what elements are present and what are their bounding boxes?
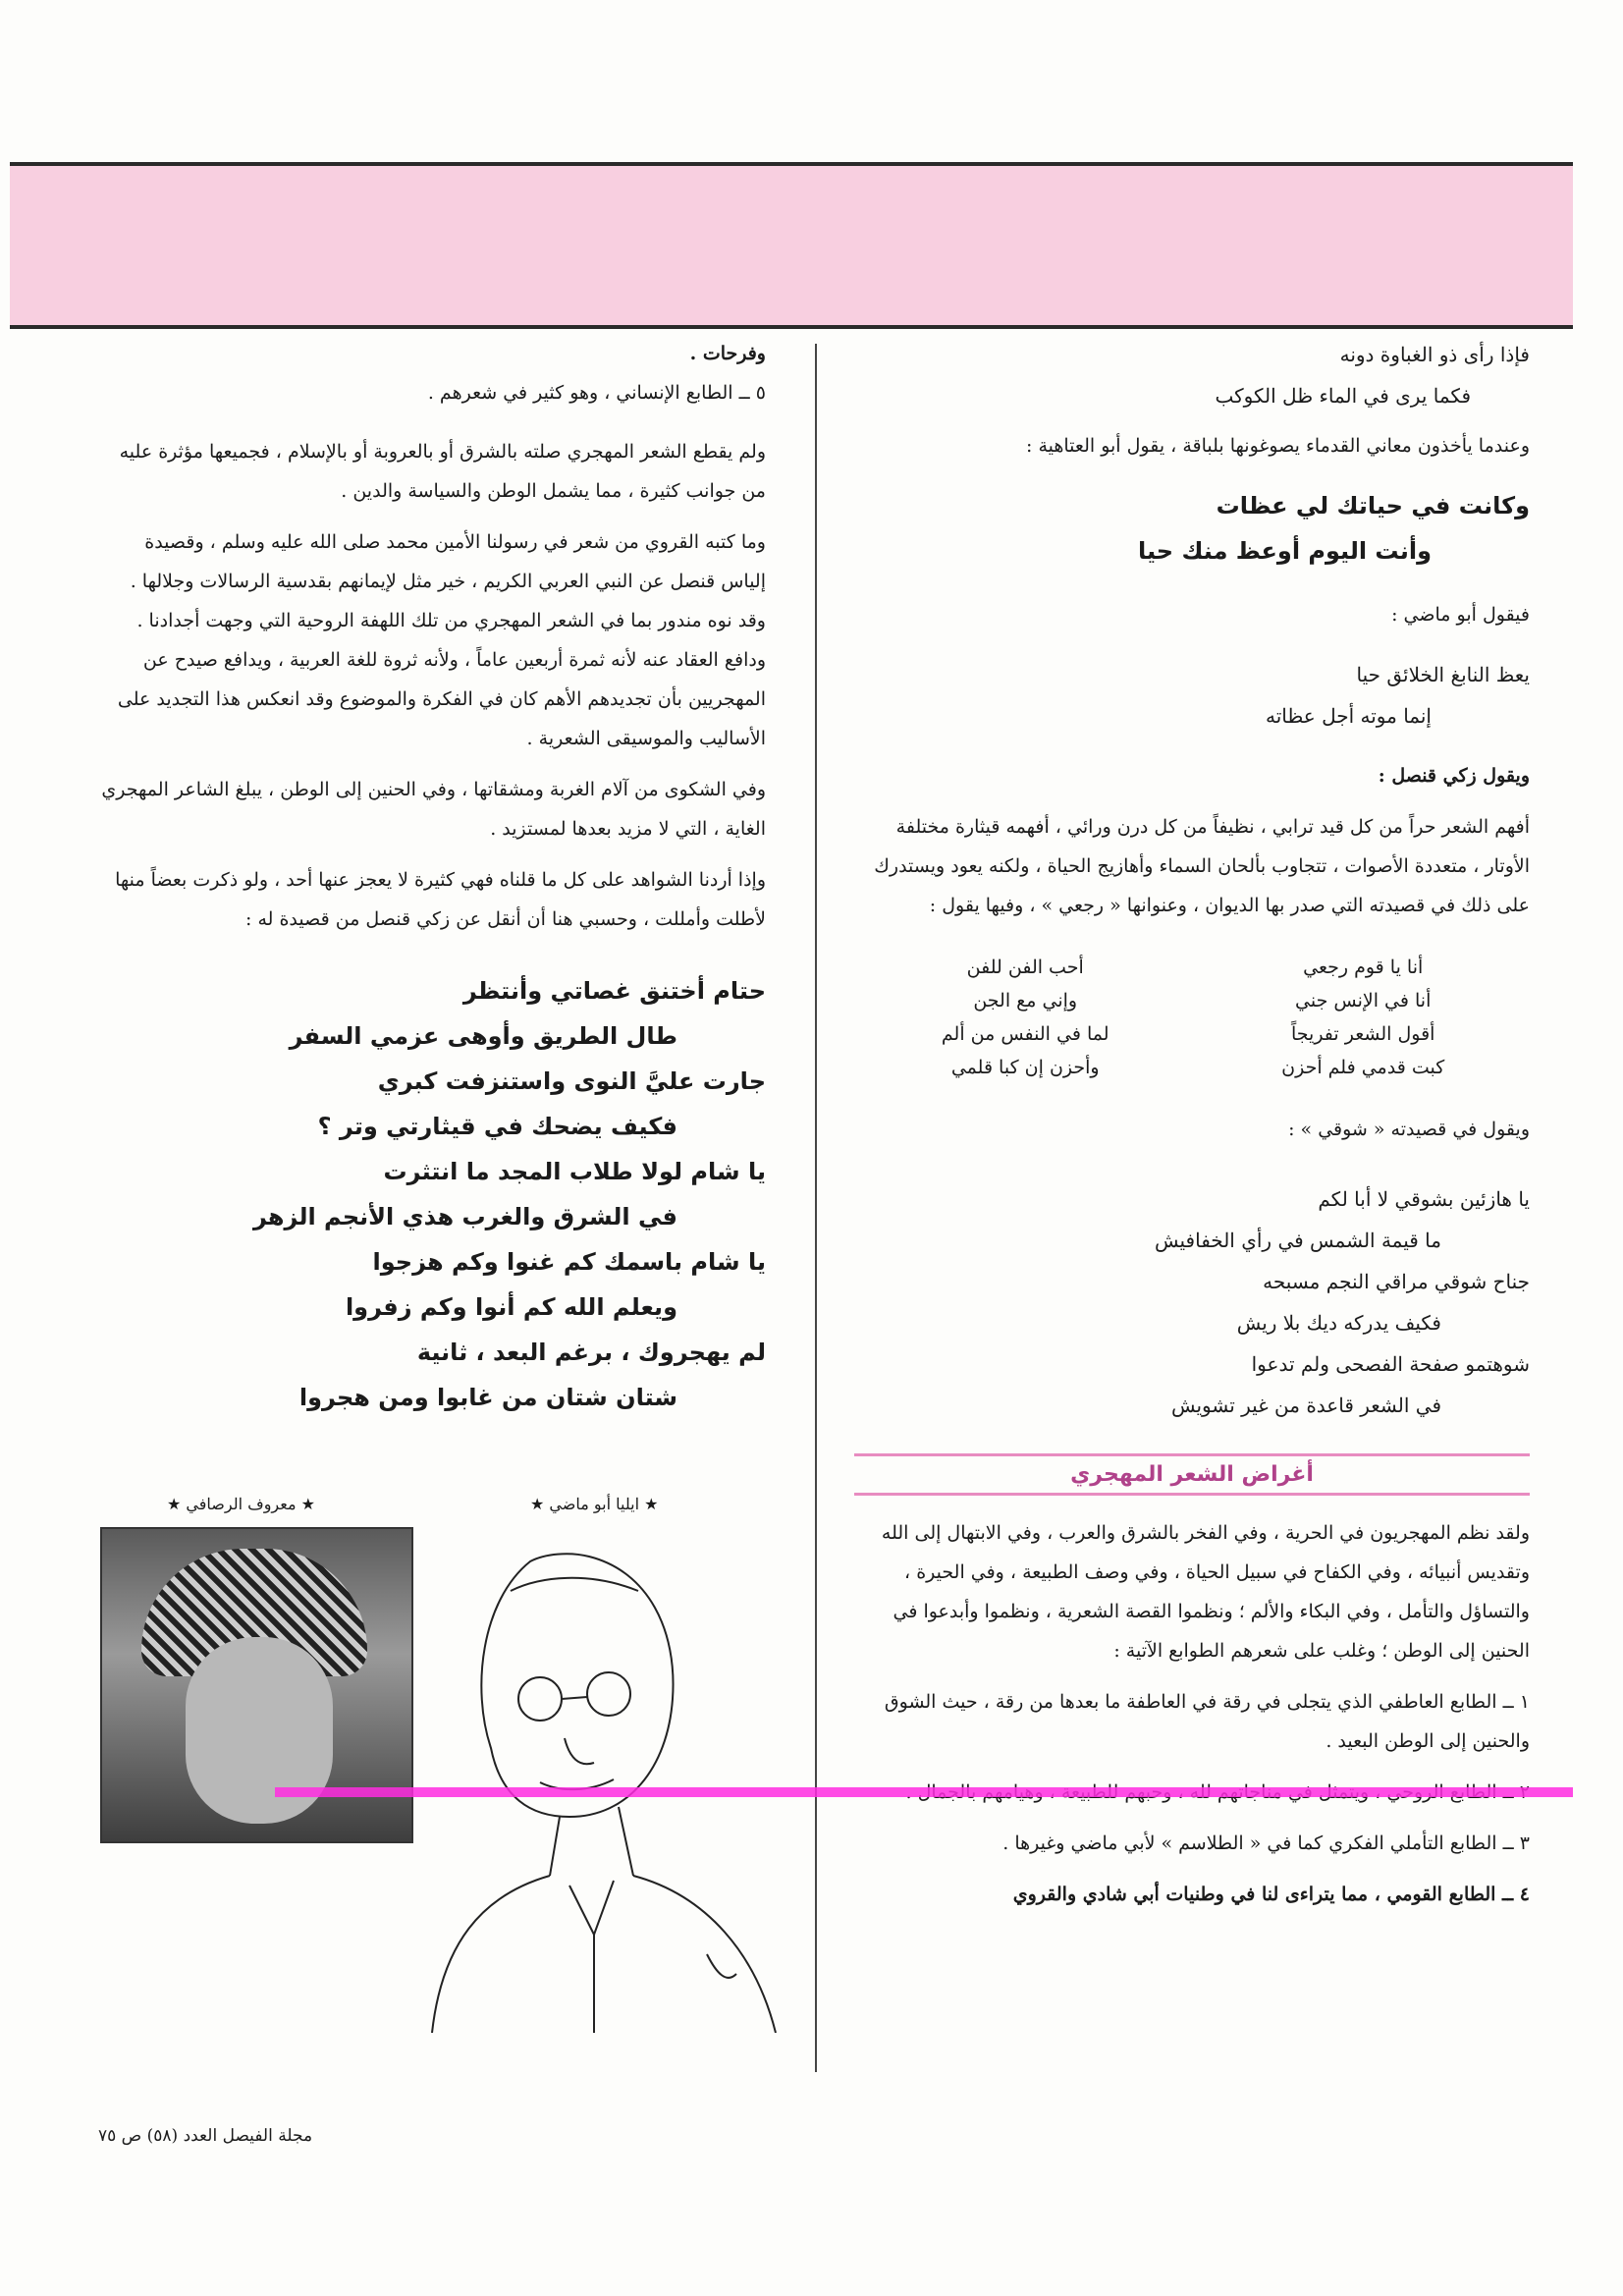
column-divider <box>815 344 817 2072</box>
verse: أحب الفن للفن <box>966 957 1084 978</box>
photo-caption: ★ معروف الرصافي ★ <box>167 1495 315 1513</box>
right-column <box>854 334 1530 1926</box>
couplet-1 <box>854 334 1530 416</box>
verse: شوهتمو صفحة الفصحى ولم تدعوا <box>1251 1352 1530 1376</box>
poem-row <box>854 984 1530 1017</box>
poem-table <box>854 951 1530 1084</box>
paragraph: ويقول زكي قنصل : <box>1378 765 1530 787</box>
verse: وأحزن إن كبا قلمي <box>950 1057 1100 1078</box>
couplet-2 <box>854 654 1530 737</box>
poem-row <box>854 1017 1530 1051</box>
poem-abulatahiya <box>854 483 1530 574</box>
verse: ويعلم الله كم أنوا وكم زفروا <box>345 1293 677 1321</box>
portrait-sketch <box>422 1522 795 2033</box>
poem-zaki <box>98 968 766 1420</box>
paragraph: فيقول أبو ماضي : <box>1391 604 1530 626</box>
section-title: أغراض الشعر المهجري <box>854 1453 1530 1496</box>
verse: يعظ النابغ الخلائق حيا <box>1356 663 1530 686</box>
poem-row <box>854 1051 1530 1084</box>
verse: جارت عليَّ النوى واستنزفت كبري <box>377 1067 766 1095</box>
paragraph: ولقد نظم المهجريون في الحرية ، وفي الفخر بالشرق والعرب ، وفي الابتهال إلى الله وتقديس أنبيائه ، وفي الكفاح في سبيل الحياة ، وفي وصف الطبيعة ، وفي الحيرة ، والتساؤل والتأمل ، وفي البكاء والألم ؛ ونظموا القصة الشعرية ، ونظموا وأبدعوا في الحنين إلى الوطن ؛ وغلب على شعرهم الطوابع الآتية : <box>881 1522 1530 1662</box>
verse: إنما موته أجل عظاته <box>1266 704 1432 728</box>
verse: شتان شتان من غابوا ومن هجروا <box>298 1384 677 1411</box>
verse: حتام أختنق غصاتي وأنتظر <box>462 977 766 1005</box>
verse: أنا في الإنس جني <box>1295 990 1432 1011</box>
paragraph: وإذا أردنا الشواهد على كل ما قلناه فهي كثيرة لا يعجز عنها أحد ، ولو ذكرت بعضاً منها لأطلت وأمللت ، وحسبي هنا أن أنقل عن زكي قنصل من قصيدة له : <box>115 869 766 930</box>
verse: فكيف يضحك في قيثارتي وتر ؟ <box>317 1113 677 1140</box>
paragraph: أفهم الشعر حراً من كل قيد ترابي ، نظيفاً من كل درن ورائي ، أفهمه قيثارة مختلفة الأوتار ، متعددة الأصوات ، تتجاوب بألحان السماء وأهازيج الحياة ، ولكنه يعود ويستدرك على ذلك في قصيدته التي صدر بها الديوان ، وعنوانها « رجعي » ، وفيها يقول : <box>874 816 1530 916</box>
verse: وكانت في حياتك لي عظات <box>1216 492 1530 519</box>
verse: وإني مع الجن <box>973 990 1078 1011</box>
verse: ما قيمة الشمس في رأي الخفافيش <box>1155 1229 1441 1252</box>
verse: فكما يرى في الماء ظل الكوكب <box>1215 384 1471 408</box>
paragraph: ولم يقطع الشعر المهجري صلته بالشرق أو بالعروبة أو بالإسلام ، فجميعها مؤثرة عليه من جوانب كثيرة ، مما يشمل الوطن والسياسة والدين . <box>119 441 766 502</box>
poem-row <box>854 951 1530 984</box>
verse: فإذا رأى ذو الغباوة دونه <box>1339 343 1530 366</box>
paragraph: وفرحات . <box>689 343 766 364</box>
scan-artifact-line <box>275 1787 1573 1797</box>
paragraph: وعندما يأخذون معاني القدماء يصوغونها بلباقة ، يقول أبو العتاهية : <box>1026 435 1530 457</box>
verse: يا هازئين بشوقي لا أبا لكم <box>1318 1187 1530 1211</box>
paragraph: وما كتبه القروي من شعر في رسولنا الأمين محمد صلى الله عليه وسلم ، وقصيدة إلياس قنصل عن النبي العربي الكريم ، خير مثل لإيمانهم بقدسية الرسالات وجلالها . وقد نوه مندور بما في الشعر المهجري من تلك اللهفة الروحية التي وجهت أجدادنا . ودافع العقاد عنه لأنه ثمرة أربعين عاماً ، ولأنه ثروة للغة العربية ، ويدافع صيدح عن المهجريين بأن تجديدهم الأهم كان في الفكرة والموضوع وقد انعكس هذا التجديد على الأساليب والموسيقى الشعرية . <box>117 531 766 749</box>
poem-shawqi <box>854 1178 1530 1426</box>
verse: طال الطريق وأوهى عزمي السفر <box>289 1022 677 1050</box>
verse: جناح شوقي مراقي النجم مسبحه <box>1263 1270 1530 1293</box>
list-item: ٤ ــ الطابع القومي ، مما يتراءى لنا في وطنيات أبي شادي والقروي <box>1012 1884 1530 1905</box>
verse: في الشرق والغرب هذي الأنجم الزهر <box>252 1203 677 1230</box>
header-banner <box>10 162 1573 329</box>
verse: لما في النفس من ألم <box>941 1023 1109 1045</box>
verse: أقول الشعر تفريجاً <box>1290 1023 1435 1045</box>
verse: وأنت اليوم أوعظ منك حيا <box>1137 537 1432 565</box>
left-column <box>98 334 766 1420</box>
paragraph: ويقول في قصيدته « شوقي » : <box>1288 1119 1530 1140</box>
page-footer: مجلة الفيصل العدد (٥٨) ص ٧٥ <box>98 2126 313 2146</box>
sketch-caption: ★ ايليا أبو ماضي ★ <box>530 1495 659 1513</box>
verse: يا شام باسمك كم غنوا وكم هزجوا <box>372 1248 766 1276</box>
list-item: ٥ ــ الطابع الإنساني ، وهو كثير في شعرهم . <box>427 382 766 404</box>
list-item: ١ ــ الطابع العاطفي الذي يتجلى في رقة في العاطفة ما بعدها من رقة ، حيث الشوق والحنين إلى الوطن البعيد . <box>884 1691 1530 1752</box>
verse: أنا يا قوم رجعي <box>1303 957 1424 978</box>
verse: يا شام لولا طلاب المجد ما انتثرت <box>383 1158 766 1185</box>
list-item: ٣ ــ الطابع التأملي الفكري كما في « الطلاسم » لأبي ماضي وغيرها . <box>1002 1832 1530 1854</box>
verse: في الشعر قاعدة من غير تشويش <box>1170 1394 1441 1417</box>
verse: لم يهجروك ، برغم البعد ، ثانية <box>416 1339 766 1366</box>
paragraph: وفي الشكوى من آلام الغربة ومشقاتها ، وفي الحنين إلى الوطن ، يبلغ الشاعر المهجري الغاية ، التي لا مزيد بعدها لمستزيد . <box>101 779 766 840</box>
verse: فكيف يدركه ديك بلا ريش <box>1236 1311 1441 1335</box>
verse: كبت قدمي فلم أحزن <box>1281 1057 1445 1078</box>
